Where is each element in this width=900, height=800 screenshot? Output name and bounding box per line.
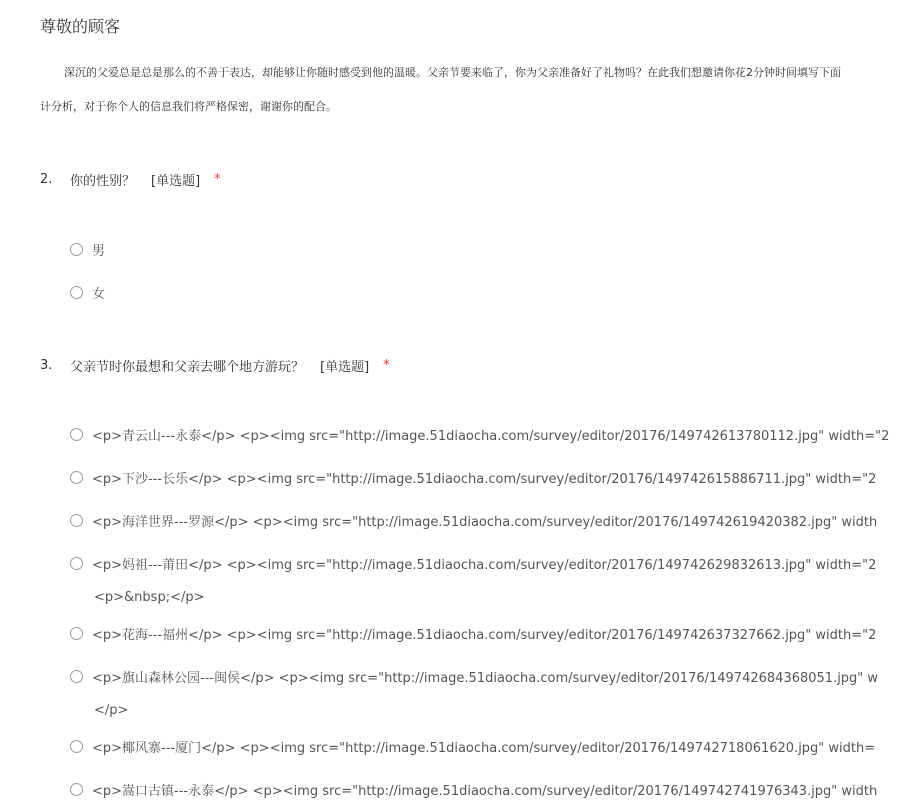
option-songkou-town[interactable] — [70, 780, 877, 799]
option-male[interactable] — [70, 240, 105, 259]
option-mazu-continuation: <p>&nbsp;</p> — [94, 590, 205, 605]
option-qishan-forest-park[interactable] — [70, 667, 878, 686]
question-type: [单选题] — [151, 174, 201, 189]
option-yefengzhai[interactable] — [70, 737, 875, 756]
radio-button[interactable] — [70, 557, 83, 570]
required-marker: * — [214, 172, 221, 187]
question-number: 2. — [40, 172, 53, 187]
intro-line-1: 深沉的父爱总是总是那么的不善于表达，却能够让你随时感受到他的温暖。父亲节要来临了，你为父亲准备好了礼物吗？在此我们想邀请你花2分钟时间填写下面 — [64, 66, 841, 79]
option-qishan-continuation: </p> — [94, 703, 129, 718]
option-label: <p>妈祖---莆田</p> <p><img src="http://image.51diaocha.com/survey/editor/20176/149742629832613.jpg" width="2 — [92, 558, 877, 573]
radio-button[interactable] — [70, 627, 83, 640]
survey-intro — [40, 53, 900, 126]
option-label: <p>旗山森林公园---闽侯</p> <p><img src="http://image.51diaocha.com/survey/editor/20176/149742684368051.jpg" w — [92, 671, 879, 686]
required-marker: * — [383, 358, 390, 373]
option-label: <p>青云山---永泰</p> <p><img src="http://image.51diaocha.com/survey/editor/20176/149742613780112.jpg" width="2 — [92, 429, 890, 444]
option-qingyunshan[interactable] — [70, 425, 889, 444]
option-label: <p>海洋世界---罗源</p> <p><img src="http://image.51diaocha.com/survey/editor/20176/149742619420382.jpg" width — [92, 515, 878, 530]
radio-button[interactable] — [70, 471, 83, 484]
option-xiasha[interactable] — [70, 468, 876, 487]
radio-button[interactable] — [70, 783, 83, 796]
question-type: [单选题] — [320, 360, 370, 375]
greeting-title: 尊敬的顾客 — [40, 17, 121, 36]
radio-button[interactable] — [70, 670, 83, 683]
question-text: 父亲节时你最想和父亲去哪个地方游玩？ — [70, 360, 305, 375]
radio-button[interactable] — [70, 740, 83, 753]
question-2-title — [40, 170, 221, 189]
radio-button[interactable] — [70, 286, 83, 299]
radio-button[interactable] — [70, 243, 83, 256]
option-label: 女 — [92, 287, 106, 302]
radio-button[interactable] — [70, 514, 83, 527]
option-female[interactable] — [70, 283, 105, 302]
option-label: <p>嵩口古镇---永泰</p> <p><img src="http://image.51diaocha.com/survey/editor/20176/149742741976343.jpg" width — [92, 784, 878, 799]
question-number: 3. — [40, 358, 53, 373]
option-label: <p>椰风寨---厦门</p> <p><img src="http://image.51diaocha.com/survey/editor/20176/149742718061620.jpg" width= — [92, 741, 876, 756]
option-label: <p>下沙---长乐</p> <p><img src="http://image.51diaocha.com/survey/editor/20176/149742615886711.jpg" width="2 — [92, 472, 877, 487]
intro-line-2: 计分析，对于你个人的信息我们将严格保密，谢谢你的配合。 — [40, 100, 337, 113]
option-mazu[interactable] — [70, 554, 876, 573]
question-text: 你的性别？ — [70, 174, 136, 189]
radio-button[interactable] — [70, 428, 83, 441]
option-flower-sea[interactable] — [70, 624, 876, 643]
option-ocean-world[interactable] — [70, 511, 877, 530]
option-label: <p>花海---福州</p> <p><img src="http://image.51diaocha.com/survey/editor/20176/149742637327662.jpg" width="2 — [92, 628, 877, 643]
question-3-title — [40, 356, 390, 375]
option-label: 男 — [92, 244, 106, 259]
